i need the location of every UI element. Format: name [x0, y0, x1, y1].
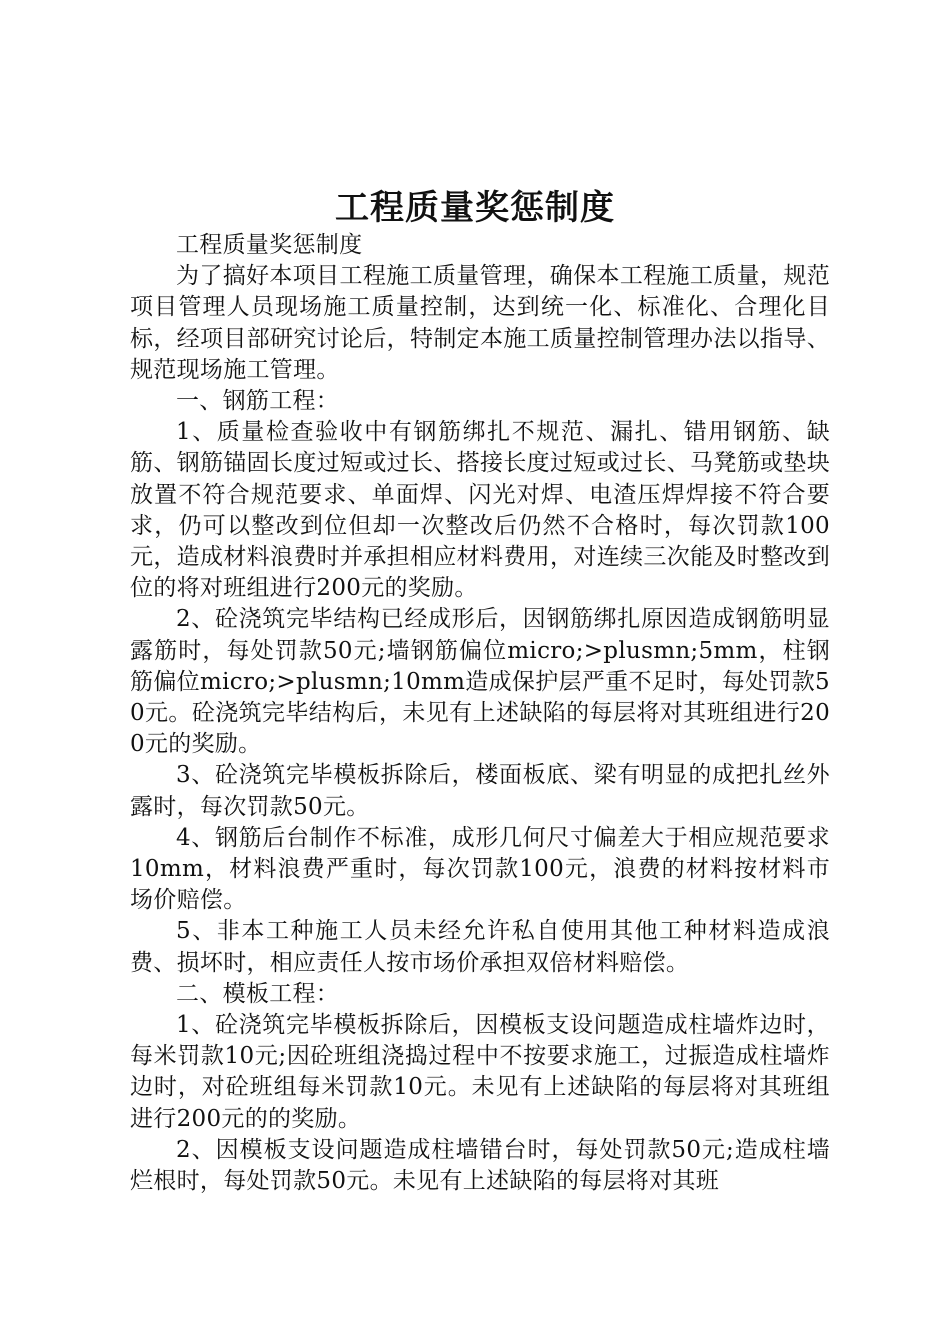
- paragraph-rebar-5: 5、非本工种施工人员未经允许私自使用其他工种材料造成浪费、损坏时，相应责任人按市场价承担双倍材料赔偿。: [130, 918, 830, 976]
- section-heading-formwork: 二、模板工程：: [176, 980, 340, 1007]
- paragraph-rebar-2: 2、砼浇筑完毕结构已经成形后，因钢筋绑扎原因造成钢筋明显露筋时，每处罚款50元;墙钢筋偏位micro;>plusmn;5mm，柱钢筋偏位micro;>plusmn;10mm造成保护层严重不足时，每处罚款50元。砼浇筑完毕结构后，未见有上述缺陷的每层将对其班组进行200元的奖励。: [130, 606, 830, 758]
- paragraph-rebar-3: 3、砼浇筑完毕模板拆除后，楼面板底、梁有明显的成把扎丝外露时，每次罚款50元。: [130, 762, 830, 820]
- section-heading-rebar: 一、钢筋工程：: [176, 388, 340, 415]
- document-body: [130, 230, 830, 1197]
- paragraph-formwork-2: 2、因模板支设问题造成柱墙错台时，每处罚款50元;造成柱墙烂根时，每处罚款50元。未见有上述缺陷的每层将对其班: [130, 1136, 830, 1195]
- paragraph-intro: 为了搞好本项目工程施工质量管理，确保本工程施工质量，规范项目管理人员现场施工质量控制，达到统一化、标准化、合理化目标，经项目部研究讨论后，特制定本施工质量控制管理办法以指导、规范现场施工管理。: [130, 263, 830, 383]
- paragraph-rebar-4: 4、钢筋后台制作不标准，成形几何尺寸偏差大于相应规范要求10mm，材料浪费严重时，每次罚款100元，浪费的材料按材料市场价赔偿。: [130, 824, 830, 914]
- paragraph-subtitle: 工程质量奖惩制度: [176, 232, 363, 258]
- paragraph-formwork-1: 1、砼浇筑完毕模板拆除后，因模板支设问题造成柱墙炸边时，每米罚款10元;因砼班组浇捣过程中不按要求施工，过振造成柱墙炸边时，对砼班组每米罚款10元。未见有上述缺陷的每层将对其班组进行200元的的奖励。: [130, 1012, 830, 1132]
- paragraph-rebar-1: 1、质量检查验收中有钢筋绑扎不规范、漏扎、错用钢筋、缺筋、钢筋锚固长度过短或过长、搭接长度过短或过长、马凳筋或垫块放置不符合规范要求、单面焊、闪光对焊、电渣压焊焊接不符合要求，仍可以整改到位但却一次整改后仍然不合格时，每次罚款100元，造成材料浪费时并承担相应材料费用，对连续三次能及时整改到位的将对班组进行200元的奖励。: [130, 419, 830, 602]
- document-title: 工程质量奖惩制度: [335, 188, 615, 228]
